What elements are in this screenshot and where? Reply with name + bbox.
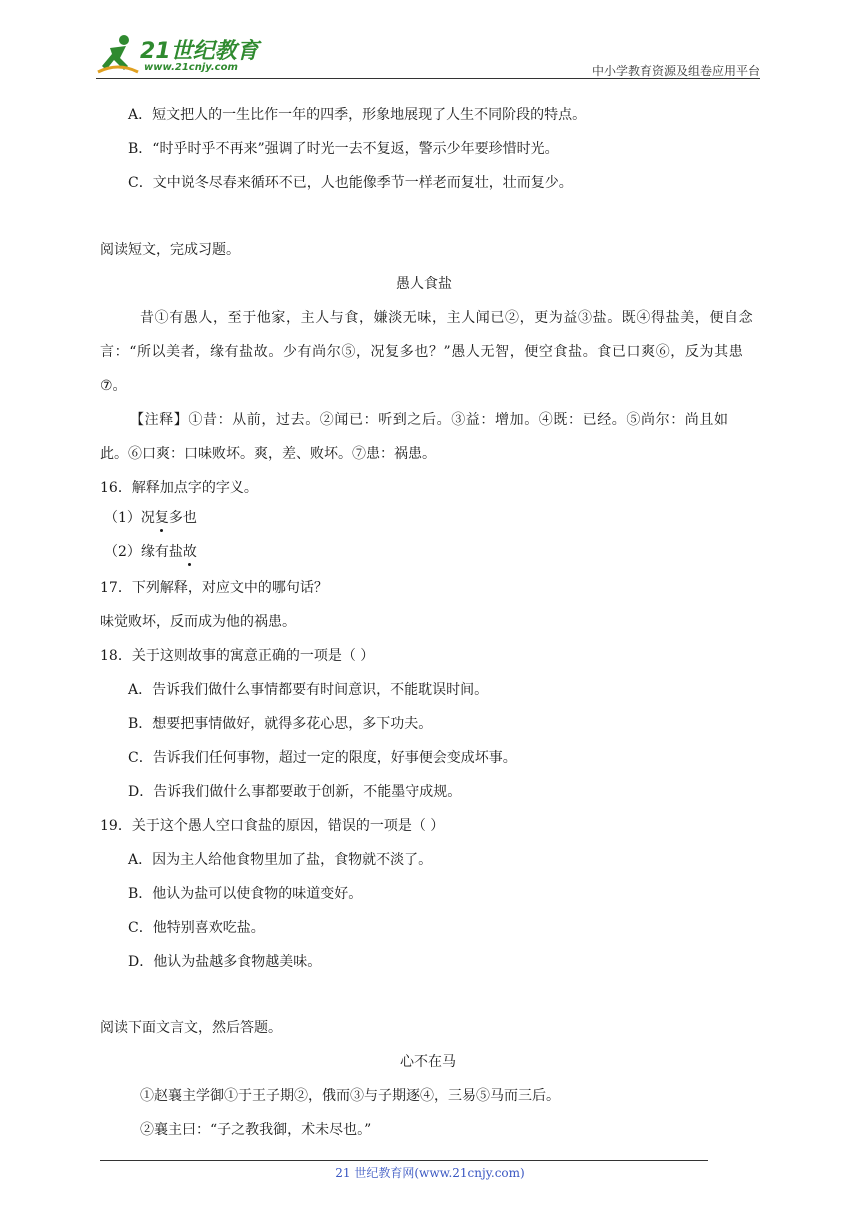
passage1-notes-line1: 【注释】①昔：从前，过去。②闻已：听到之后。③益：增加。④既：已经。⑤尚尔：尚且如 <box>130 412 729 428</box>
q19-option-b: B．他认为盐可以使食物的味道变好。 <box>128 886 363 902</box>
passage1-body-line3: ⑦。 <box>100 378 127 394</box>
q18-option-a: A．告诉我们做什么事情都要有时间意识，不能耽误时间。 <box>128 682 489 698</box>
q16-item1-post: 多也 <box>168 510 197 526</box>
page-header <box>96 30 760 80</box>
q19-option-c: C．他特别喜欢吃盐。 <box>128 920 265 936</box>
passage2-line2: ②襄主曰：“子之教我御，术未尽也。” <box>140 1122 372 1138</box>
logo-main-text: 21世纪教育 <box>140 39 259 64</box>
question-17-text: 味觉败坏，反而成为他的祸患。 <box>100 614 296 630</box>
question-18-stem: 18．关于这则故事的寓意正确的一项是（ ） <box>100 648 375 664</box>
question-17-stem: 17．下列解释，对应文中的哪句话？ <box>100 580 328 596</box>
passage1-intro: 阅读短文，完成习题。 <box>100 242 240 258</box>
passage1-body-line1: 昔①有愚人，至于他家，主人与食，嫌淡无味，主人闻已②，更为益③盐。既④得盐美，便自念 <box>140 310 754 326</box>
q18-option-d: D．告诉我们做什么事都要敢于创新，不能墨守成规。 <box>128 784 462 800</box>
question-16-item1 <box>104 508 197 528</box>
q19-option-a: A．因为主人给他食物里加了盐，食物就不淡了。 <box>128 852 433 868</box>
footer-divider <box>100 1160 708 1161</box>
top-option-c: C．文中说冬尽春来循环不已，人也能像季节一样老而复壮，壮而复少。 <box>128 175 573 191</box>
runner-logo-icon <box>96 32 140 76</box>
q18-option-b: B．想要把事情做好，就得多花心思，多下功夫。 <box>128 716 433 732</box>
q18-option-c: C．告诉我们任何事物，超过一定的限度，好事便会变成坏事。 <box>128 750 517 766</box>
question-16-stem: 16．解释加点字的字义。 <box>100 480 258 496</box>
passage1-body-line2: 言：“所以美者，缘有盐故。少有尚尔⑤，况复多也？”愚人无智，便空食盐。食已口爽⑥，反为其患 <box>100 344 744 360</box>
question-16-item2 <box>104 542 197 562</box>
footer-link[interactable]: 21 世纪教育网(www.21cnjy.com) <box>335 1166 525 1180</box>
question-19-stem: 19．关于这个愚人空口食盐的原因，错误的一项是（ ） <box>100 818 445 834</box>
top-option-a: A．短文把人的一生比作一年的四季，形象地展现了人生不同阶段的特点。 <box>128 107 587 123</box>
header-divider <box>96 78 760 79</box>
q16-item1-dotted-char: 复 <box>154 510 169 526</box>
passage2-title: 心不在马 <box>400 1054 456 1070</box>
q16-item1-pre: （1）况 <box>104 510 155 526</box>
logo-sub-text: www.21cnjy.com <box>144 62 238 73</box>
q16-item2-dotted-char: 故 <box>182 544 197 560</box>
q16-item2-pre: （2）缘有盐 <box>104 544 183 560</box>
passage2-line1: ①赵襄主学御①于王子期②，俄而③与子期逐④，三易⑤马而三后。 <box>140 1088 560 1104</box>
passage2-intro: 阅读下面文言文，然后答题。 <box>100 1020 282 1036</box>
passage1-title: 愚人食盐 <box>396 276 452 292</box>
top-option-b: B．“时乎时乎不再来”强调了时光一去不复返，警示少年要珍惜时光。 <box>128 141 559 157</box>
site-logo[interactable] <box>96 30 266 78</box>
q19-option-d: D．他认为盐越多食物越美味。 <box>128 954 322 970</box>
platform-title: 中小学教育资源及组卷应用平台 <box>591 64 760 78</box>
passage1-notes-line2: 此。⑥口爽：口味败坏。爽，差、败坏。⑦患：祸患。 <box>100 446 436 462</box>
